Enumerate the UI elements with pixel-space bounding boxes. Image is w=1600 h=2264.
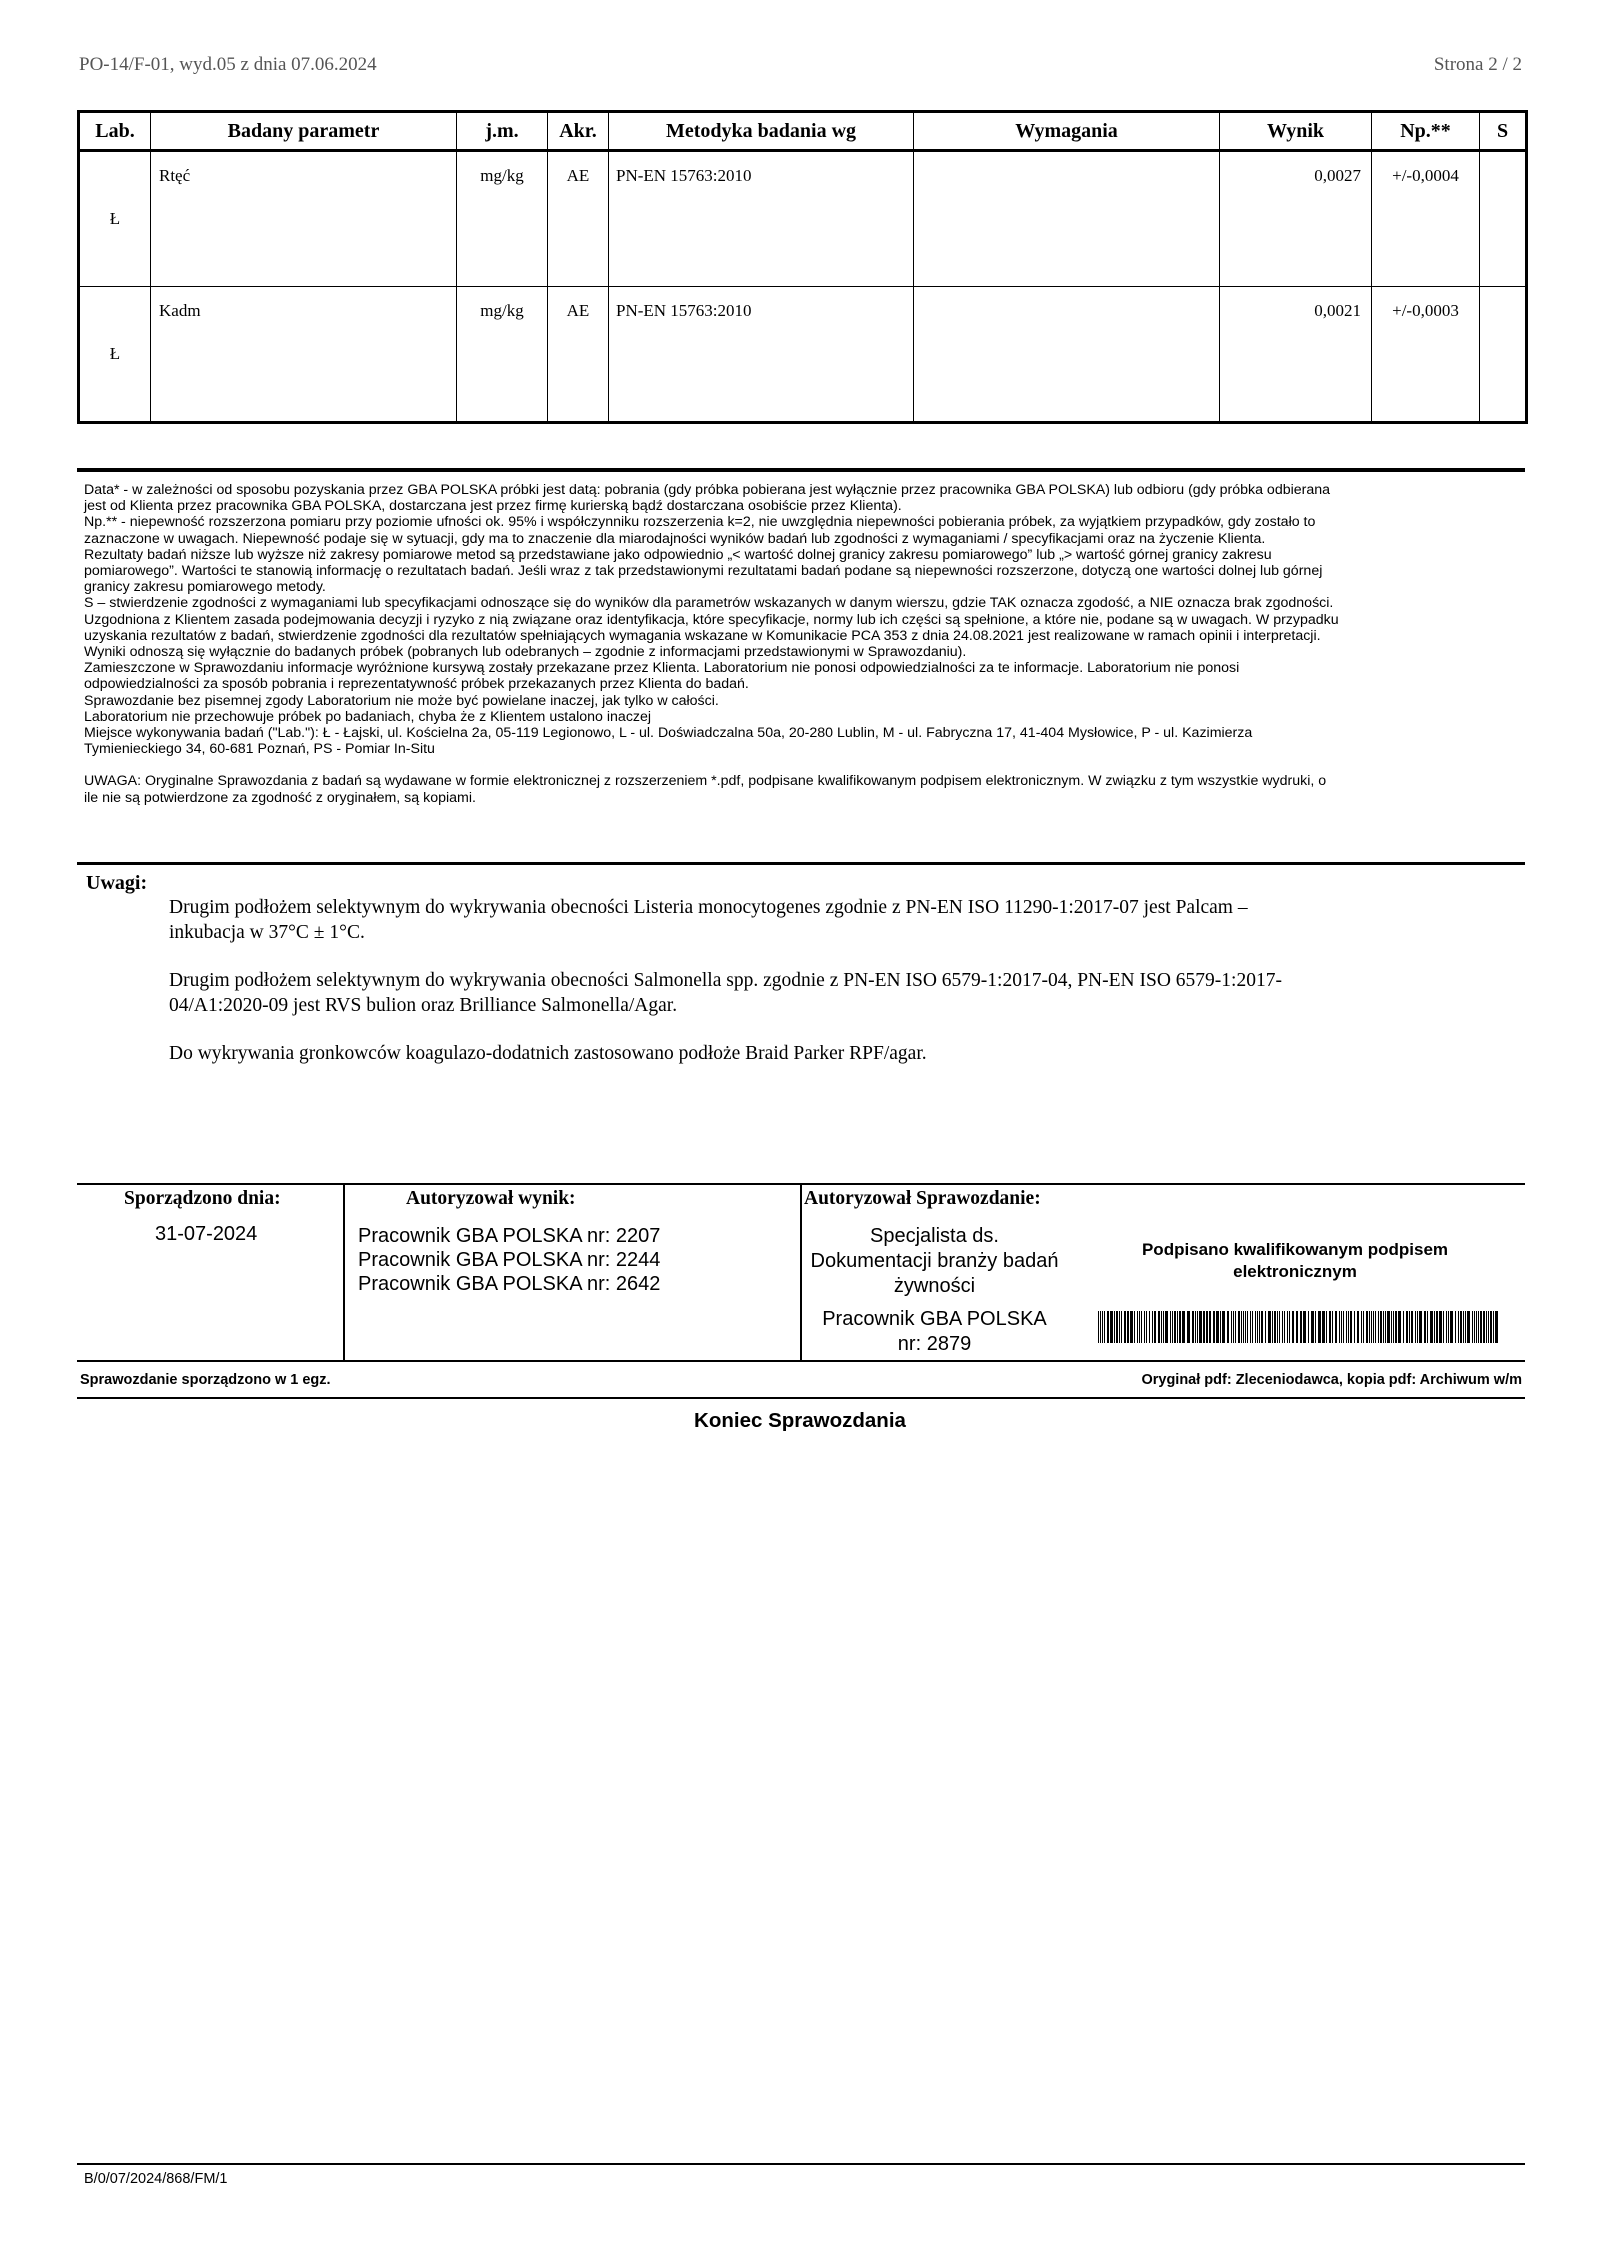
note-line: S – stwierdzenie zgodności z wymaganiami lub specyfikacjami odnoszące się do wyników dla parametrów wskazanych w danym wierszu, gdzie TAK oznacza zgodość, a NIE oznacza brak zgodności. [84, 595, 1334, 612]
copies-note: Sprawozdanie sporządzono w 1 egz. [80, 1372, 331, 1388]
remark-line: inkubacja w 37°C ± 1°C. [169, 922, 365, 943]
warning-line: ile nie są potwierdzone za zgodność z oryginałem, są kopiami. [84, 789, 476, 806]
authorizer-line: Pracownik GBA POLSKA [822, 1308, 1047, 1330]
report-authorizer [802, 1307, 1067, 1357]
method-text: PN-EN 15763:2010 [616, 166, 752, 185]
note-line: Miejsce wykonywania badań ("Lab."): Ł - Łajski, ul. Kościelna 2a, 05-119 Legionowo, L - ul. Doświadczalna 50a, 20-280 Lublin, M - ul. Fabryczna 17, 41-404 Mysłowice, P - ul. Kazimierza [84, 725, 1253, 742]
conformity-cell [1480, 287, 1527, 423]
note-line: Uzgodniona z Klientem zasada podejmowania decyzji i ryzyko z nią związane oraz identyfikacja, które specyfikacje, normy lub ich części są spełnione, a które nie, podane są w uwagach. W przypadku [84, 611, 1339, 628]
note-line: Tymienieckiego 34, 60-681 Poznań, PS - Pomiar In-Situ [84, 741, 435, 758]
authorizer-line: nr: 2879 [897, 1333, 972, 1355]
note-line: Zamieszczone w Sprawozdaniu informacje wyróżnione kursywą zostały przekazane przez Klienta. Laboratorium nie ponosi odpowiedzialności za te informacje. Laboratorium nie ponosi [84, 660, 1240, 677]
unit-text: mg/kg [480, 166, 524, 185]
worker-entry: Pracownik GBA POLSKA nr: 2207 [358, 1225, 661, 1247]
method-cell [609, 151, 914, 287]
column-header: Wymagania [914, 112, 1220, 151]
lab-cell: Ł [79, 151, 151, 287]
result-cell [1220, 287, 1372, 423]
results-table [77, 110, 1528, 424]
note-line: pomiarowego”. Wartości te stanowią informację o rezultatach badań. Jeśli wraz z tak przedstawionymi rezultatami badań podane są niepewności rozszerzone, dotyczą one wartości dolnej lub górnej [84, 563, 1323, 580]
requirements-cell [914, 287, 1220, 423]
result-text: 0,0021 [1314, 301, 1361, 320]
note-line: Laboratorium nie przechowuje próbek po badaniach, chyba że z Klientem ustalono inaczej [84, 708, 652, 725]
remark-paragraph [169, 895, 1469, 945]
prepared-date: 31-07-2024 [155, 1223, 258, 1245]
note-line: uzyskania rezultatów z badań, stwierdzenie zgodności dla rezultatów spełniających wymagania wskazane w Komunikacie PCA 353 z dnia 24.08.2021 jest realizowane w ramach opinii i interpretacji. [84, 627, 1321, 644]
lab-cell: Ł [79, 287, 151, 423]
table-header-row [79, 112, 1527, 151]
remark-line: Drugim podłożem selektywnym do wykrywania obecności Listeria monocytogenes zgodnie z PN-EN ISO 11290-1:2017-07 jest Palcam – [169, 897, 1248, 918]
table-row [79, 151, 1527, 287]
param-cell [151, 287, 457, 423]
column-header: Badany parametr [151, 112, 457, 151]
note-line: zaznaczone w uwagach. Niepewność podaje się w sytuacji, gdy ma to znaczenie dla miarodajności wyników badań lub zgodności z wymaganiami / specyfikacjami oraz na życzenie Klienta. [84, 530, 1266, 547]
conformity-cell [1480, 151, 1527, 287]
note-line: jest od Klienta przez pracownika GBA POLSKA, dostarczana jest przez firmę kurierską bądź dostarczana osobiście przez Klienta). [84, 498, 902, 515]
note-line: granicy zakresu pomiarowego metody. [84, 579, 326, 596]
worker-entry: Pracownik GBA POLSKA nr: 2642 [358, 1273, 661, 1295]
param-text: Rtęć [159, 166, 191, 185]
akr-text: AE [566, 301, 590, 320]
requirements-text [914, 152, 1219, 166]
remark-line: 04/A1:2020-09 jest RVS bulion oraz Brilliance Salmonella/Agar. [169, 995, 678, 1016]
unit-cell [457, 151, 548, 287]
table-row [79, 287, 1527, 423]
uncertainty-cell [1372, 151, 1480, 287]
original-note: Oryginał pdf: Zleceniodawca, kopia pdf: Archiwum w/m [1141, 1372, 1522, 1388]
note-line: Np.** - niepewność rozszerzona pomiaru przy poziomie ufności ok. 95% i współczynniku rozszerzenia k=2, nie uwzględnia niepewności pobierania próbek, za wyjątkiem przypadków, gdy zostało to [84, 514, 1316, 531]
result-text: 0,0027 [1314, 166, 1361, 185]
barcode-icon [1098, 1311, 1498, 1343]
specialist-line: Specjalista ds. [870, 1225, 999, 1247]
column-header: Np.** [1372, 112, 1480, 151]
legal-notes [84, 482, 1520, 806]
note-line: Sprawozdanie bez pisemnej zgody Laboratorium nie może być powielane inaczej, jak tylko w całości. [84, 692, 719, 709]
end-of-report: Koniec Sprawozdania [694, 1409, 906, 1432]
remark-line: Do wykrywania gronkowców koagulazo-dodatnich zastosowano podłoże Braid Parker RPF/agar. [169, 1043, 927, 1064]
specialist-line: Dokumentacji branży badań [810, 1250, 1059, 1272]
column-header: j.m. [457, 112, 548, 151]
remarks-label: Uwagi: [86, 872, 148, 894]
note-line: Wyniki odnoszą się wyłącznie do badanych próbek (pobranych lub odebranych – zgodnie z informacjami przedstawionymi w Sprawozdaniu). [84, 644, 967, 661]
report-id: B/0/07/2024/868/FM/1 [84, 2171, 228, 2187]
remark-line: Drugim podłożem selektywnym do wykrywania obecności Salmonella spp. zgodnie z PN-EN ISO 6579-1:2017-04, PN-EN ISO 6579-1:2017- [169, 970, 1282, 991]
signature-divider [343, 1183, 345, 1361]
unit-text: mg/kg [480, 301, 524, 320]
document-code: PO-14/F-01, wyd.05 z dnia 07.06.2024 [79, 54, 377, 75]
notes-bottom-divider [77, 862, 1525, 865]
warning-line: UWAGA: Oryginalne Sprawozdania z badań są wydawane w formie elektronicznej z rozszerzeniem *.pdf, podpisane kwalifikowanym podpisem elektronicznym. W związku z tym wszystkie wydruki, o [84, 773, 1327, 790]
notes-top-divider [77, 468, 1525, 472]
param-text: Kadm [159, 301, 201, 320]
column-header: Metodyka badania wg [609, 112, 914, 151]
electronic-signature-note [1095, 1239, 1495, 1283]
column-header: S [1480, 112, 1527, 151]
requirements-cell [914, 151, 1220, 287]
akr-cell [548, 151, 609, 287]
uncertainty-text: +/-0,0004 [1392, 166, 1459, 185]
page-number: Strona 2 / 2 [1433, 54, 1522, 75]
signature-note-line: Podpisano kwalifikowanym podpisem [1141, 1240, 1449, 1259]
note-line: Rezultaty badań niższe lub wyższe niż zakresy pomiarowe metod są przedstawiane jako odpowiednio „< wartość dolnej granicy zakresu pomiarowego” lub „> wartość górnej granicy zakresu [84, 546, 1272, 563]
column-header: Akr. [548, 112, 609, 151]
authorized-report-label: Autoryzował Sprawozdanie: [804, 1188, 1041, 1209]
method-cell [609, 287, 914, 423]
requirements-text [914, 287, 1219, 301]
remark-paragraph [169, 968, 1469, 1018]
prepared-date-label: Sporządzono dnia: [124, 1188, 281, 1209]
param-cell [151, 151, 457, 287]
note-line: Data* - w zależności od sposobu pozyskania przez GBA POLSKA próbki jest datą: pobrania (gdy próbka pobierana jest wyłącznie przez pracownika GBA POLSKA) lub odbioru (gdy próbka odbierana [84, 482, 1331, 498]
footer-divider [77, 1397, 1525, 1399]
uncertainty-cell [1372, 287, 1480, 423]
akr-cell [548, 287, 609, 423]
remark-paragraph [169, 1041, 1469, 1066]
result-cell [1220, 151, 1372, 287]
specialist-line: żywności [893, 1275, 976, 1297]
authorized-result-label: Autoryzował wynik: [406, 1188, 576, 1209]
worker-entry: Pracownik GBA POLSKA nr: 2244 [358, 1249, 661, 1271]
method-text: PN-EN 15763:2010 [616, 301, 752, 320]
page-bottom-divider [77, 2163, 1525, 2165]
akr-text: AE [566, 166, 590, 185]
unit-cell [457, 287, 548, 423]
column-header: Lab. [79, 112, 151, 151]
remarks-body [169, 895, 1469, 1089]
uncertainty-text: +/-0,0003 [1392, 301, 1459, 320]
specialist-title [802, 1224, 1067, 1299]
conformity-text [1480, 152, 1525, 166]
note-line: odpowiedzialności za sposób pobrania i reprezentatywność próbek przekazanych przez Klienta do badań. [84, 676, 749, 693]
authorizing-workers [358, 1224, 660, 1296]
column-header: Wynik [1220, 112, 1372, 151]
conformity-text [1480, 287, 1525, 301]
signature-note-line: elektronicznym [1233, 1262, 1357, 1281]
